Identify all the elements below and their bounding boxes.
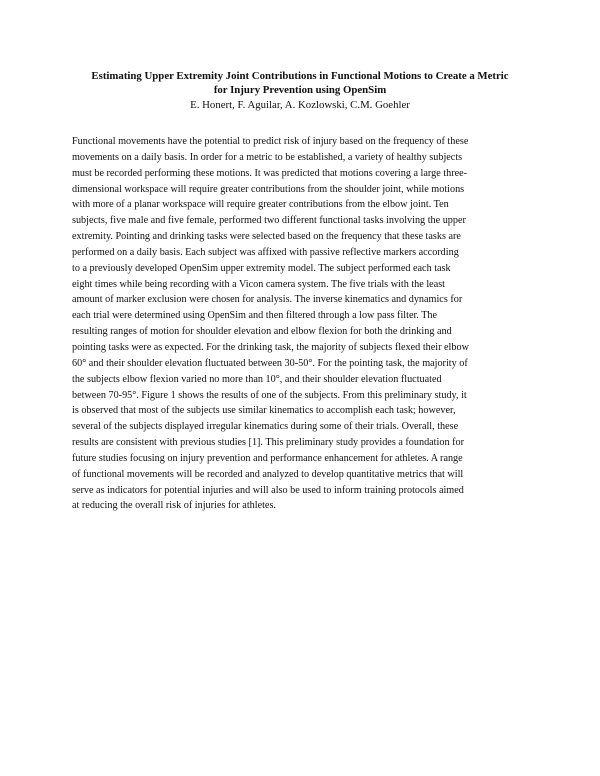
abstract-line: performed on a daily basis. Each subject was affixed with passive reflective markers according	[72, 246, 459, 258]
abstract-line: each trial were determined using OpenSim and then filtered through a low pass filter. The	[72, 310, 438, 322]
abstract-line: several of the subjects displayed irregular kinematics during some of their trials. Overall, these	[72, 421, 459, 433]
paper-title-line: for Injury Prevention using OpenSim	[213, 84, 387, 96]
abstract-line: pointing tasks were as expected. For the drinking task, the majority of subjects flexed their elbow	[72, 341, 469, 353]
abstract-line: serve as indicators for potential injuries and will also be used to inform training protocols aimed	[72, 484, 464, 496]
abstract-line: movements on a daily basis. In order for a metric to be established, a variety of healthy subjects	[72, 151, 463, 163]
abstract-line: amount of marker exclusion were chosen for analysis. The inverse kinematics and dynamics for	[72, 294, 463, 306]
abstract-line: the subjects elbow flexion varied no more than 10°, and their shoulder elevation fluctuated	[72, 373, 442, 385]
abstract-line: subjects, five male and five female, performed two different functional tasks involving the upper	[72, 215, 466, 227]
paper-title	[40, 69, 560, 97]
abstract-line: of functional movements will be recorded and analyzed to develop quantitative metrics that will	[72, 468, 464, 480]
abstract-line: is observed that most of the subjects use similar kinematics to accomplish each task; however,	[72, 405, 456, 417]
abstract-line: 60° and their shoulder elevation fluctuated between 30-50°. For the pointing task, the majority of	[72, 357, 468, 369]
abstract-line: extremity. Pointing and drinking tasks were selected based on the frequency that these tasks are	[72, 231, 461, 243]
abstract-line: future studies focusing on injury prevention and performance enhancement for athletes. A range	[72, 452, 463, 464]
paper-authors: E. Honert, F. Aguilar, A. Kozlowski, C.M. Goehler	[190, 99, 410, 111]
abstract-line: Functional movements have the potential to predict risk of injury based on the frequency of these	[72, 136, 469, 147]
abstract-line: with more of a planar workspace will require greater contributions from the elbow joint. Ten	[72, 199, 449, 211]
abstract-line: eight times while being recording with a Vicon camera system. The five trials with the least	[72, 278, 446, 290]
abstract-line: at reducing the overall risk of injuries for athletes.	[72, 500, 276, 512]
abstract-line: resulting ranges of motion for shoulder elevation and elbow flexion for both the drinking and	[72, 326, 452, 338]
abstract-line: to a previously developed OpenSim upper extremity model. The subject performed each task	[72, 262, 451, 274]
abstract-line: between 70-95°. Figure 1 shows the results of one of the subjects. From this preliminary study, it	[72, 389, 467, 401]
abstract-body	[72, 134, 528, 514]
abstract-line: dimensional workspace will require greater contributions from the shoulder joint, while motions	[72, 183, 465, 195]
paper-title-line: Estimating Upper Extremity Joint Contributions in Functional Motions to Create a Metric	[91, 70, 509, 82]
abstract-line: results are consistent with previous studies [1]. This preliminary study provides a foundation for	[72, 437, 464, 449]
abstract-line: must be recorded performing these motions. It was predicted that motions covering a large three-	[72, 167, 468, 179]
